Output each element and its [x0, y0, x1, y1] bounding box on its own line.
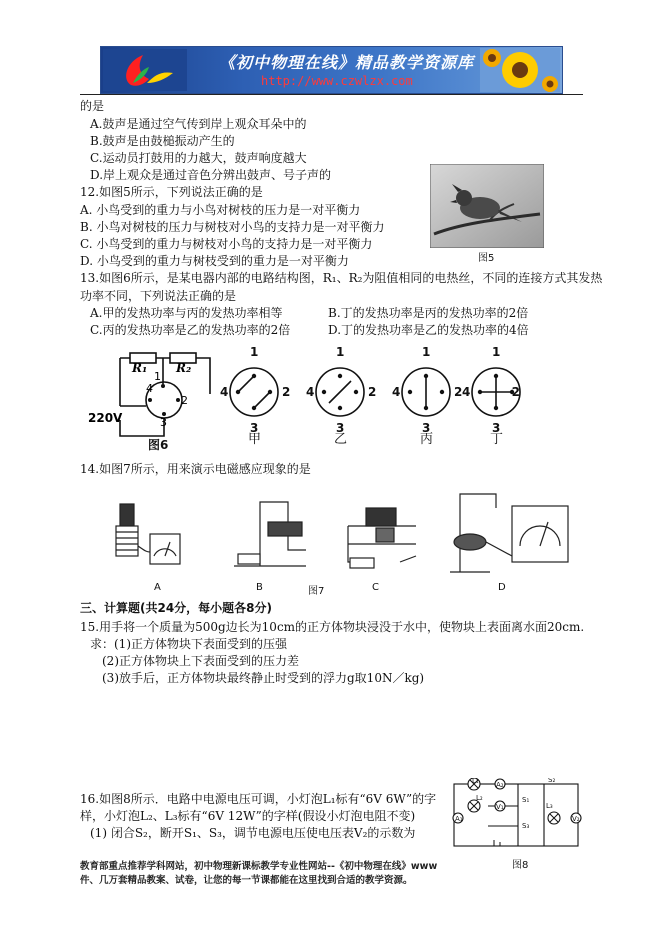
q11-stem-end: 的是	[80, 99, 105, 113]
q13-option-b: B.丁的发热功率是丙的发热功率的2倍	[328, 306, 529, 320]
svg-text:3: 3	[250, 421, 259, 435]
q11-option-b: B.鼓声是由鼓槌振动产生的	[90, 134, 235, 148]
svg-text:L₃: L₃	[546, 802, 553, 810]
q12-stem: 12.如图5所示，下列说法正确的是	[80, 185, 263, 199]
r1-label: R₁	[132, 361, 148, 375]
q11-option-c: C.运动员打鼓用的力越大，鼓声响度越大	[90, 151, 307, 165]
figure-5-caption: 图5	[478, 253, 495, 264]
svg-text:1: 1	[336, 345, 345, 359]
svg-text:1: 1	[492, 345, 501, 359]
svg-text:4: 4	[462, 385, 471, 399]
q12-option-b: B. 小鸟对树枝的压力与树枝对小鸟的支持力是一对平衡力	[80, 220, 385, 234]
svg-text:1: 1	[422, 345, 431, 359]
q12-option-d: D. 小鸟受到的重力与树枝受到的重力是一对平衡力	[80, 254, 349, 268]
q15-line4: (3)放手后，正方体物块最终静止时受到的浮力g取10N／kg)	[102, 671, 425, 685]
fig7-label-b: B	[256, 582, 263, 593]
svg-text:L₂: L₂	[476, 794, 483, 802]
svg-text:2: 2	[368, 385, 377, 399]
q12-option-a: A. 小鸟受到的重力与小鸟对树枝的压力是一对平衡力	[80, 203, 361, 217]
q11-option-a: A.鼓声是通过空气传到岸上观众耳朵中的	[90, 117, 307, 131]
sunflower-icon	[480, 48, 560, 92]
dial-yi	[316, 368, 364, 416]
footer-line1: 教育部重点推荐学科网站，初中物理新课标教学专业性网站--《初中物理在线》www	[80, 861, 438, 872]
svg-text:S₂: S₂	[548, 778, 556, 784]
header-rule	[80, 94, 583, 95]
svg-text:2: 2	[511, 385, 520, 399]
header-banner	[100, 46, 563, 94]
dial-mini-4: 4	[146, 382, 153, 395]
svg-text:1: 1	[250, 345, 259, 359]
fig7-label-c: C	[372, 582, 379, 593]
q13-option-c: C.丙的发热功率是乙的发热功率的2倍	[90, 323, 291, 337]
banner-title: 《初中物理在线》精品教学资源库	[219, 53, 475, 72]
svg-text:3: 3	[422, 421, 431, 435]
dial-mini-3: 3	[160, 416, 167, 429]
svg-text:S₃: S₃	[522, 822, 530, 830]
q16-line1: 16.如图8所示．电路中电源电压可调，小灯泡L₁标有“6V 6W”的字	[80, 792, 437, 806]
svg-text:3: 3	[336, 421, 345, 435]
fig6-label-jia: 甲	[248, 432, 262, 447]
dial-bing	[402, 368, 450, 416]
svg-text:4: 4	[392, 385, 401, 399]
svg-text:S₁: S₁	[522, 796, 530, 804]
logo-icon	[103, 49, 187, 91]
voltage-label: 220V	[88, 411, 123, 425]
figure-7-caption: 图7	[308, 586, 325, 597]
q13-option-a: A.甲的发热功率与丙的发热功率相等	[90, 306, 283, 320]
figure-5-bird-photo	[430, 164, 544, 248]
svg-text:4: 4	[306, 385, 315, 399]
q13-stem-line2: 功率不同，下列说法正确的是	[80, 289, 237, 303]
dial-jia	[230, 368, 278, 416]
q12-option-c: C. 小鸟受到的重力与树枝对小鸟的支持力是一对平衡力	[80, 237, 373, 251]
dial-mini-2: 2	[181, 394, 188, 407]
q11-option-d: D.岸上观众是通过音色分辨出鼓声、号子声的	[90, 168, 332, 182]
section-3-title: 三、计算题(共24分，每小题各8分)	[80, 601, 273, 615]
svg-text:2: 2	[454, 385, 463, 399]
svg-text:2: 2	[282, 385, 291, 399]
svg-text:V₁: V₁	[496, 803, 504, 811]
figure-6-circuit	[84, 340, 524, 446]
svg-text:A₂: A₂	[496, 781, 504, 789]
figure-8-caption: 图8	[512, 860, 529, 871]
banner-url: http://www.czwlzx.com	[261, 74, 413, 88]
fig6-label-yi: 乙	[334, 432, 348, 447]
fig7-label-a: A	[154, 582, 161, 593]
q15-line2: 求：(1)正方体物块下表面受到的压强	[90, 637, 287, 651]
svg-text:V₂: V₂	[572, 815, 580, 823]
r2-label: R₂	[176, 361, 192, 375]
figure-8-circuit	[448, 778, 584, 854]
figure-7-apparatus	[110, 486, 580, 578]
fig6-label-bing: 丙	[420, 432, 434, 447]
figure-6-caption: 图6	[148, 438, 169, 452]
footer-line2: 件、几万套精品教案、试卷，让您的每一节课都能在这里找到合适的教学资源。	[80, 875, 413, 886]
svg-text:A₁: A₁	[455, 815, 463, 823]
svg-text:4: 4	[220, 385, 229, 399]
svg-text:L₁: L₁	[472, 778, 479, 785]
q15-line1: 15.用手将一个质量为500g边长为10cm的正方体物块浸没于水中，使物块上表面离水面20cm.	[80, 620, 585, 634]
fig7-label-d: D	[498, 582, 506, 593]
q15-line3: (2)正方体物块上下表面受到的压力差	[102, 654, 299, 668]
svg-text:3: 3	[492, 421, 501, 435]
q13-stem-line1: 13.如图6所示，是某电器内部的电路结构图，R₁、R₂为阻值相同的电热丝，不同的连接方式其发热	[80, 271, 603, 285]
q16-line2: 样，小灯泡L₂、L₃标有“6V 12W”的字样(假设小灯泡电阻不变)	[80, 809, 416, 823]
q14-stem: 14.如图7所示，用来演示电磁感应现象的是	[80, 462, 311, 476]
dial-mini-1: 1	[154, 370, 161, 383]
q16-line3: (1) 闭合S₂，断开S₁、S₃，调节电源电压使电压表V₂的示数为	[90, 826, 416, 840]
q13-option-d: D.丁的发热功率是乙的发热功率的4倍	[328, 323, 529, 337]
fig6-label-ding: 丁	[490, 432, 504, 447]
